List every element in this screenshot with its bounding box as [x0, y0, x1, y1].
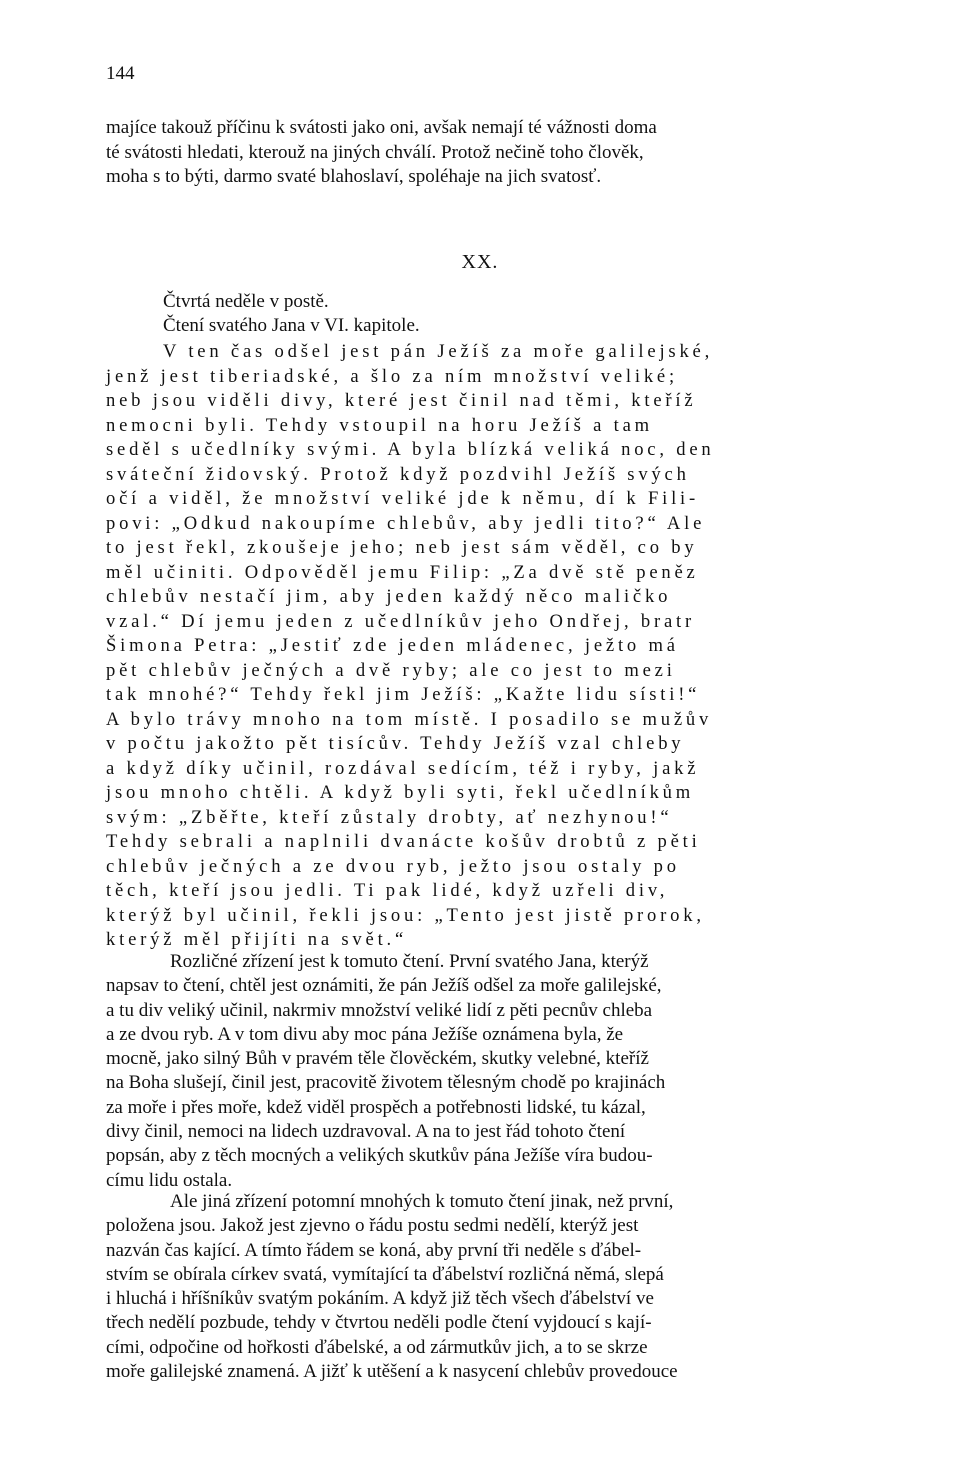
text-line: A bylo trávy mnoho na tom místě. I posadilo se mužův: [106, 708, 713, 730]
text-line: té svátosti hledati, kterouž na jiných chválí. Protož nečině toho člověk,: [106, 141, 644, 163]
text-line: moře galilejské znamená. A jižť k utěšení a k nasycení chlebův provedouce: [106, 1361, 678, 1383]
text-line: divy činil, nemoci na lidech uzdravoval. A na to jest řád tohoto čtení: [106, 1121, 626, 1143]
text-line: majíce takouž příčinu k svátosti jako oni, avšak nemají té vážnosti doma: [106, 117, 657, 138]
text-line: Šimona Petra: „Jestiť zde jeden mládenec, ježto má: [106, 635, 679, 656]
text-line: chlebův nestačí jim, aby jeden každý něco maličko: [106, 586, 672, 607]
text-line: sváteční židovský. Protož když pozdvihl Ježíš svých: [106, 463, 690, 485]
text-line: seděl s učedlníky svými. A byla blízká veliká noc, den: [106, 439, 715, 460]
page-number: 144: [106, 63, 135, 84]
text-line: cími, odpočine od hořkosti ďábelské, a od zármutkův jich, a to se skrze: [106, 1336, 648, 1358]
text-line: to jest řekl, zkoušeje jeho; neb jest sám věděl, co by: [106, 537, 698, 558]
text-line: napsav to čtení, chtěl jest oznámiti, že pán Ježíš odšel za moře galilejské,: [106, 975, 662, 997]
commentary-paragraph: [106, 1190, 866, 1384]
text-line: moha s to býti, darmo svaté blahoslaví, spoléhaje na jich svatosť.: [106, 166, 602, 187]
text-line: vzal.“ Dí jemu jeden z učedlníkův jeho Ondřej, bratr: [106, 610, 695, 632]
text-line: očí a viděl, že množství veliké jde k němu, dí k Fili-: [106, 488, 699, 509]
text-line: a tu div veliký učinil, nakrmiv množství veliké lidí z pěti pecnův chleba: [106, 999, 653, 1021]
text-line: těch, kteří jsou jedli. Ti pak lidé, když uzřeli div,: [106, 880, 669, 901]
text-line: tak mnohé?“ Tehdy řekl jim Ježíš: „Kažte lidu sísti!“: [106, 684, 701, 705]
intro-paragraph: [106, 116, 856, 190]
text-line: nazván čas kající. A tímto řádem se koná, aby první tři neděle s ďábel-: [106, 1239, 642, 1261]
text-line: címu lidu ostala.: [106, 1169, 233, 1191]
text-line: stvím se obírala církev svatá, vymítající ta ďábelství rozličná němá, slepá: [106, 1263, 664, 1285]
text-line: v počtu jakožto pět tisícův. Tehdy Ježíš vzal chleby: [106, 733, 685, 754]
text-line: povi: „Odkud nakoupíme chlebův, aby jedli tito?“ Ale: [106, 512, 706, 534]
chapter-heading-sunday: Čtvrtá neděle v postě.: [163, 291, 329, 312]
text-line: i hluchá i hříšníkův svatým pokáním. A když již těch všech ďábelství ve: [106, 1288, 654, 1310]
gospel-reading: [106, 340, 866, 953]
text-line: třech nedělí pozbude, tehdy v čtvrtou neděli podle čtení vyjdoucí s kají-: [106, 1312, 652, 1334]
text-line: a ze dvou ryb. A v tom divu aby moc pána Ježíše oznámena byla, že: [106, 1023, 624, 1045]
text-line: Rozličné zřízení jest k tomuto čtení. První svatého Jana, kterýž: [170, 951, 649, 972]
text-line: mocně, jako silný Bůh v pravém těle člověckém, skutky velebné, kteříž: [106, 1048, 649, 1070]
text-line: kterýž byl učinil, řekli jsou: „Tento jest jistě prorok,: [106, 904, 705, 926]
text-line: svým: „Zběřte, kteří zůstaly drobty, ať nezhynou!“: [106, 806, 673, 828]
text-line: jsou mnoho chtěli. A když byli syti, řekl učedlníkům: [106, 782, 695, 803]
commentary-paragraph: [106, 950, 866, 1193]
text-line: kterýž měl přijíti na svět.“: [106, 929, 408, 950]
text-line: Ale jiná zřízení potomní mnohých k tomuto čtení jinak, než první,: [170, 1191, 674, 1212]
text-line: měl učiniti. Odpověděl jemu Filip: „Za dvě stě peněz: [106, 561, 699, 583]
text-line: neb jsou viděli divy, které jest činil nad těmi, kteříž: [106, 390, 697, 411]
text-line: na Boha slušejí, činil jest, pracovitě životem tělesným chodě po krajinách: [106, 1072, 666, 1094]
text-line: nemocni byli. Tehdy vstoupil na horu Ježíš a tam: [106, 414, 653, 436]
chapter-heading-reading: Čtení svatého Jana v VI. kapitole.: [163, 315, 420, 336]
text-line: a když díky učinil, rozdával sedícím, též i ryby, jakž: [106, 757, 700, 779]
text-line: jenž jest tiberiadské, a šlo za ním množství veliké;: [106, 365, 678, 387]
text-line: Tehdy sebrali a naplnili dvanácte košův drobtů z pěti: [106, 831, 701, 852]
text-line: pět chlebův ječných a dvě ryby; ale co jest to mezi: [106, 659, 676, 681]
chapter-number: XX.: [461, 251, 499, 273]
text-line: popsán, aby z těch mocných a velikých skutkův pána Ježíše víra budou-: [106, 1145, 653, 1167]
text-line: položena jsou. Jakož jest zjevno o řádu postu sedmi nedělí, kterýž jest: [106, 1215, 639, 1237]
text-line: chlebův ječných a ze dvou ryb, ježto jsou ostaly po: [106, 855, 680, 877]
text-line: V ten čas odšel jest pán Ježíš za moře galilejské,: [163, 341, 714, 362]
text-line: za moře i přes moře, kdež viděl prospěch a potřebnosti lidské, tu kázal,: [106, 1096, 646, 1118]
